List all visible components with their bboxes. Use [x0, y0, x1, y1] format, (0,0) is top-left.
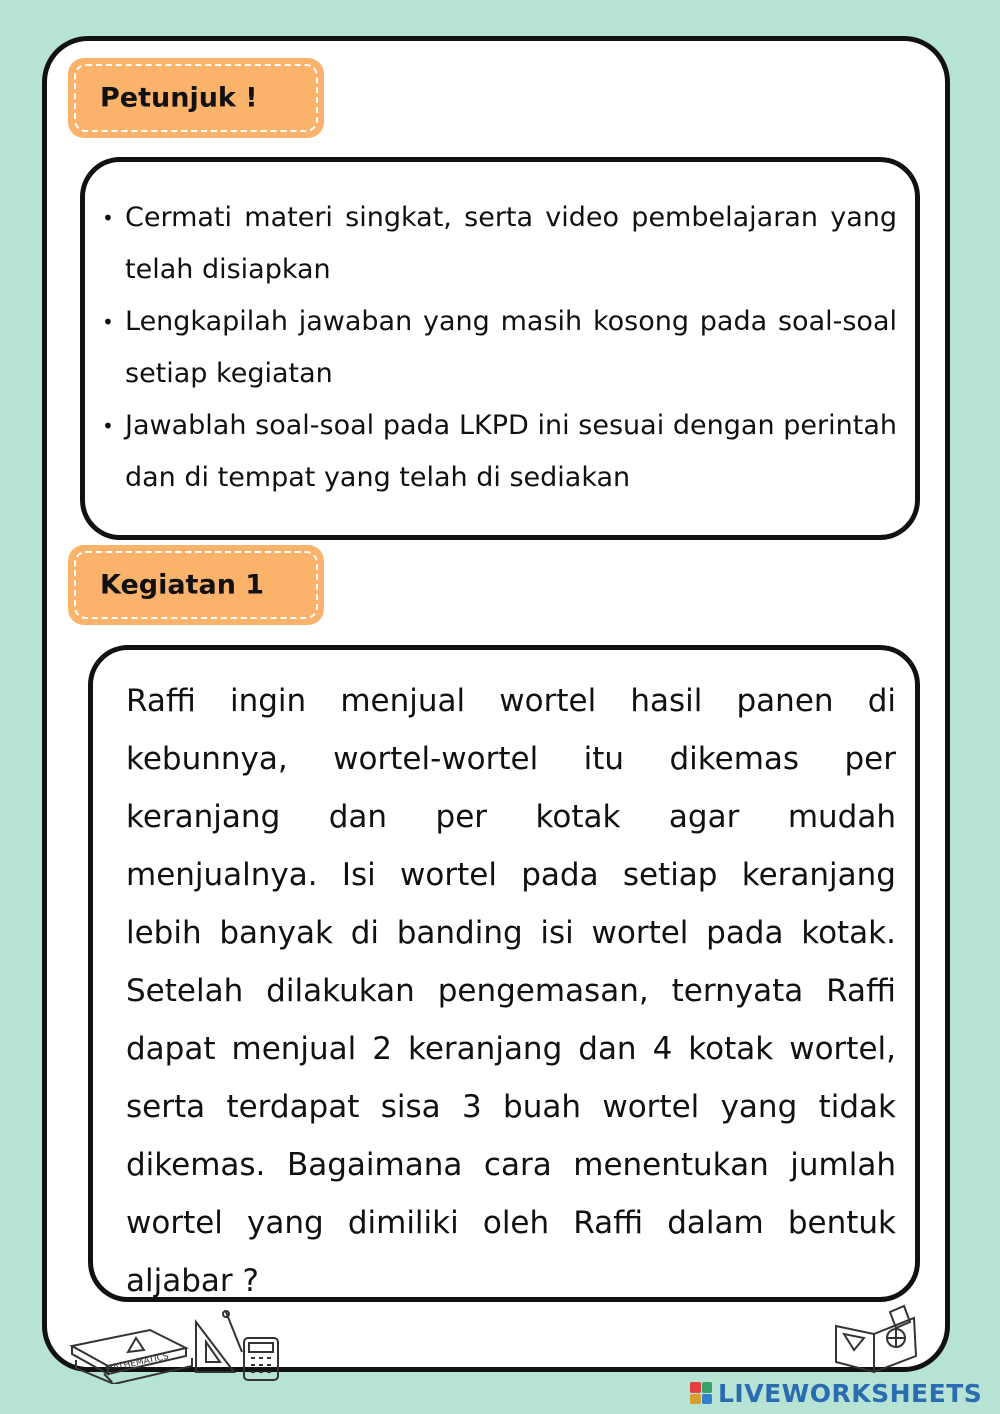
kegiatan-label — [68, 545, 324, 625]
instruction-item: • Cermati materi singkat, serta video pembelajaran yang telah disiapkan — [102, 192, 897, 296]
bullet-icon: • — [102, 206, 114, 230]
open-geometry-book-icon — [830, 1304, 922, 1376]
instruction-item: • Jawablah soal-soal pada LKPD ini sesuai dengan perintah dan di tempat yang telah di sediakan — [102, 400, 897, 504]
liveworksheets-logo-icon — [690, 1382, 712, 1404]
bullet-icon: • — [102, 310, 114, 334]
story-text: Raffi ingin menjual wortel hasil panen di kebunnya, wortel-wortel itu dikemas per keranjang dan per kotak agar mudah menjualnya. Isi wortel pada setiap keranjang lebih banyak di banding isi wortel pada kotak. Setelah dilakukan pengemasan, ternyata Raffi dapat menjual 2 keranjang dan 4 kotak wortel, serta terdapat sisa 3 buah wortel yang tidak dikemas. Bagaimana cara menentukan jumlah wortel yang dimiliki oleh Raffi dalam bentuk aljabar ? — [126, 683, 896, 1299]
bullet-icon: • — [102, 414, 114, 438]
petunjuk-title: Petunjuk ! — [100, 82, 258, 114]
instructions-box — [80, 157, 920, 540]
math-books-and-tools-icon — [66, 1308, 286, 1384]
watermark-text: LIVEWORKSHEETS — [718, 1378, 983, 1408]
liveworksheets-watermark — [690, 1378, 990, 1408]
mathematics-book-label: MATHEMATICS — [104, 1351, 170, 1375]
instructions-list — [102, 192, 897, 504]
story-box — [88, 645, 920, 1302]
instruction-item: • Lengkapilah jawaban yang masih kosong pada soal-soal setiap kegiatan — [102, 296, 897, 400]
kegiatan-title: Kegiatan 1 — [100, 569, 265, 601]
petunjuk-label — [68, 58, 324, 138]
